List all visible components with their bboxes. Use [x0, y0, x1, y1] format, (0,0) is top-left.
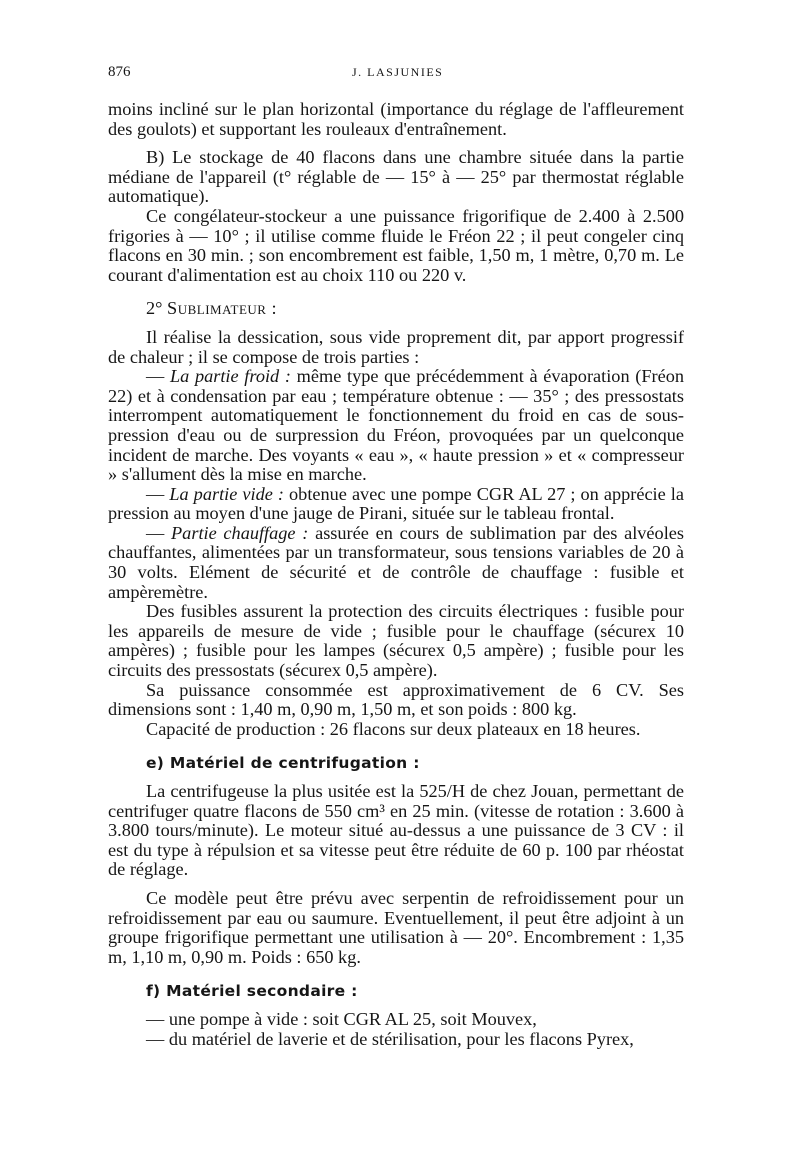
- list-item: — du matériel de laverie et de stérilisation, pour les flacons Pyrex,: [146, 1028, 634, 1049]
- subsection-title: Sublimateur :: [167, 298, 278, 319]
- list-item: [108, 485, 684, 524]
- paragraph: La centrifugeuse la plus usitée est la 525/H de chez Jouan, permettant de centrifuger quatre flacons de 550 cm³ en 25 min. (vitesse de rotation : 3.600 à 3.800 tours/minute). Le moteur situé au-dessus a une puissance de 3 CV : il est du type à répulsion et sa vitesse peut être réduite de 60 p. 100 par rhéostat de réglage.: [108, 781, 684, 880]
- section-heading-f: f) Matériel secondaire :: [146, 982, 358, 1001]
- running-head: J. LASJUNIES: [352, 65, 444, 79]
- page-number: 876: [108, 64, 131, 80]
- paragraph: Des fusibles assurent la protection des circuits électriques : fusible pour les appareils de mesure de vide ; fusible pour le chauffage (sécurex 10 ampères) ; fusible pour les lampes (sécurex 0,5 ampère) ; fusible pour les circuits des pressostats (sécurex 0,5 ampère).: [108, 601, 684, 681]
- item-text: obtenue avec une pompe CGR AL 27 ; on apprécie la pression au moyen d'une jauge de Pirani, située sur le tableau frontal.: [108, 483, 684, 524]
- subsection-number: 2°: [146, 298, 163, 319]
- paragraph: B) Le stockage de 40 flacons dans une chambre située dans la partie médiane de l'appareil (t° réglable de — 15° à — 25° par thermostat réglable automatique).: [108, 147, 684, 207]
- item-label: Partie chauffage :: [171, 522, 309, 543]
- paragraph: Ce modèle peut être prévu avec serpentin de refroidissement pour un refroidissement par eau ou saumure. Eventuellement, il peut être adjoint à un groupe frigorifique permettant une utilisation à — 20°. Encombrement : 1,35 m, 1,10 m, 0,90 m. Poids : 650 kg.: [108, 887, 684, 967]
- body-text: [108, 100, 684, 1049]
- paragraph: Sa puissance consommée est approximativement de 6 CV. Ses dimensions sont : 1,40 m, 0,90 m, 1,50 m, et son poids : 800 kg.: [108, 679, 684, 720]
- item-label: La partie froid :: [169, 366, 291, 387]
- paragraph: Il réalise la dessication, sous vide proprement dit, par apport progressif de chaleur ; il se compose de trois parties :: [108, 326, 684, 367]
- paragraph: moins incliné sur le plan horizontal (importance du réglage de l'affleurement des goulots) et supportant les rouleaux d'entraînement.: [108, 99, 684, 139]
- dash: —: [146, 366, 165, 387]
- list-item: — une pompe à vide : soit CGR AL 25, soit Mouvex,: [146, 1008, 537, 1029]
- paragraph: Capacité de production : 26 flacons sur deux plateaux en 18 heures.: [146, 718, 641, 739]
- item-label: La partie vide :: [169, 483, 284, 504]
- list-item: [108, 367, 684, 485]
- item-text: assurée en cours de sublimation par des alvéoles chauffantes, alimentées par un transformateur, sous tensions variables de 20 à 30 volts. Elément de sécurité et de contrôle de chauffage : fusible et ampèremètre.: [108, 522, 684, 602]
- dash: —: [146, 522, 165, 543]
- subsection-heading: [108, 299, 684, 319]
- section-heading-e: e) Matériel de centrifugation :: [146, 754, 420, 773]
- dash: —: [146, 483, 165, 504]
- book-page: [108, 64, 684, 1049]
- page-header: [108, 64, 684, 100]
- paragraph: Ce congélateur-stockeur a une puissance frigorifique de 2.400 à 2.500 frigories à — 10° ; il utilise comme fluide le Fréon 22 ; il peut congeler cinq flacons en 30 min. ; son encombrement est faible, 1,50 m, 1 mètre, 0,70 m. Le courant d'alimentation est au choix 110 ou 220 v.: [108, 205, 684, 285]
- list-item: [108, 524, 684, 602]
- item-text: même type que précédemment à évaporation (Fréon 22) et à condensation par eau ; température obtenue : — 35° ; des pressostats interrompent automatiquement le fonctionnement du froid en cas de sous-pression d'eau ou de surpression du Fréon, provoquées par un quelconque incident de marche. Des voyants « eau », « haute pression » et « compresseur » s'allument dès la mise en marche.: [108, 366, 684, 485]
